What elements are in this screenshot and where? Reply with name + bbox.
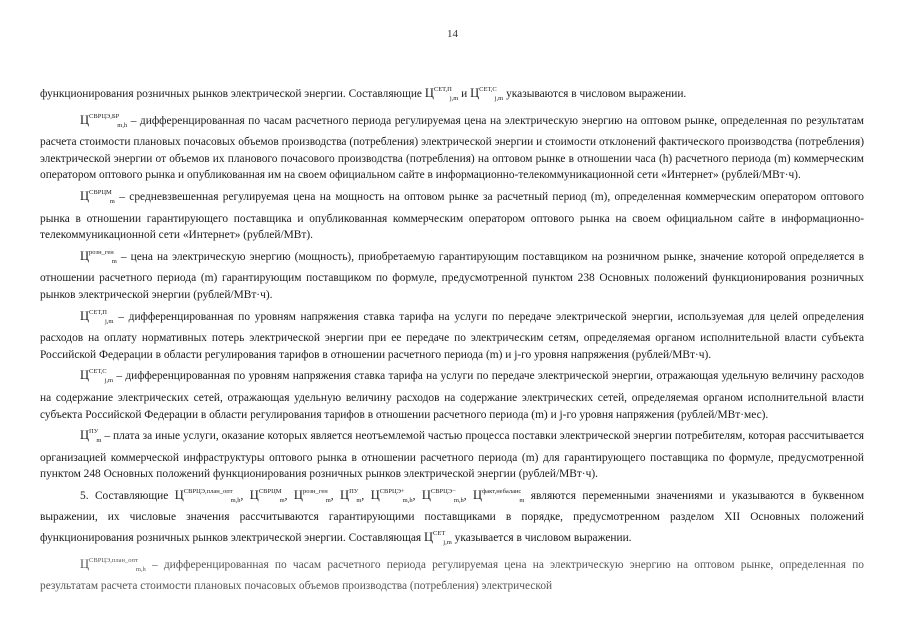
paragraph (40, 364, 864, 423)
symbol-letter: Ц (80, 188, 90, 203)
symbol-subscript: j,m (104, 377, 114, 385)
symbol-letter: Ц (473, 487, 483, 502)
symbol-subscript: m (109, 197, 115, 205)
symbol-letter: Ц (424, 86, 434, 100)
symbol-letter: Ц (80, 112, 90, 127)
text-run: – средневзвешенная регулируемая цена на мощность на оптовом рынке за расчетный период (m), определенная коммерческим оператором оптового рынка в отношении гарантирующего поставщика и опубликованная коммерческим оператором оптового рынка на своем официальном сайте в информационно-телекоммуникационной сети «Интернет» (рублей/МВт). (40, 190, 864, 242)
text-run: указывается в числовом выражении. (451, 532, 632, 545)
paragraph (40, 185, 864, 244)
symbol-superscript: СВРЦМ (89, 188, 112, 196)
symbol-letter: Ц (340, 487, 350, 502)
text-run: указываются в числовом выражении. (503, 88, 687, 100)
price-symbol (80, 557, 146, 571)
text-run: – цена на электрическую энергию (мощность), приобретаемую гарантирующим поставщиком на розничном рынке, значение которой определяется в отношении расчетного периода (m) гарантирующим поставщиком по формуле, предусмотренной пунктом 238 Основных положений функционирования розничных рынков электрической энергии (рублей/МВт·ч). (40, 250, 864, 301)
symbol-letter: Ц (370, 487, 380, 502)
symbol-superscript: СЕТ (433, 530, 446, 538)
text-run: – дифференцированная по уровням напряжения ставка тарифа на услуги по передаче электрической энергии, используемая для целей определения расходов на оплату нормативных потерь электрической энергии при ее передаче по электрическим сетям, определяемая органом исполнительной власти субъекта Российской Федерации в области регулирования тарифов в отношении расчетного периода (m) и j-го уровня напряжения (рублей/МВт·ч). (40, 310, 864, 361)
symbol-letter: Ц (423, 530, 434, 545)
text-run: – дифференцированная по уровням напряжения ставка тарифа на услуги по передаче электрической энергии, отражающая удельную величину расходов на содержание электрических сетей, отражающая удельную величину расходов на содержание электрических сетей, определяемая органом исполнительной власти субъекта Российской Федерации в области регулирования тарифов в отношении расчетного периода (m) и j-го уровня напряжения (рублей/МВт·мес). (40, 370, 864, 421)
symbol-letter: Ц (174, 487, 184, 502)
symbol-letter: Ц (80, 428, 90, 443)
text-run: 5. Составляющие (80, 489, 175, 502)
text-run: – плата за иные услуги, оказание которых является неотъемлемой частью процесса поставки электрической энергии потребителям, которая рассчитывается организацией коммерческой инфраструктуры оптового рынка в отношении расчетного периода (m) для гарантирующего поставщика по формуле, предусмотренной пунктом 248 Основных положений функционирования розничных рынков электрической энергии (рублей/МВт·ч). (40, 430, 864, 481)
text-run: , (284, 489, 294, 502)
text-run: – дифференцированная по часам расчетного периода регулируемая цена на электрическую энергию на оптовом рынке, определенная по результатам расчета стоимости плановых почасовых объемов производства (потребления) электрической энергии и стоимости отклонений фактического производства (потребления) электрической энергии от объемов их планового почасового производства (потребления) на оптовом рынке в отношении часа (h) расчетного периода (m) коммерческим оператором оптового рынка и опубликованная им на своем официальном сайте в информационно-телекоммуникационной сети «Интернет» (рублей/МВт·ч). (40, 114, 864, 182)
page-number: 14 (447, 28, 458, 40)
text-run: , (361, 489, 371, 502)
text-run: и (458, 88, 471, 100)
price-symbol (80, 249, 117, 263)
symbol-superscript: СВРЦЭ+ (379, 487, 405, 495)
price-symbol (470, 86, 503, 100)
symbol-superscript: ПУ (349, 487, 359, 495)
price-symbol (423, 530, 452, 547)
price-symbol (422, 488, 464, 502)
symbol-letter: Ц (80, 308, 90, 323)
symbol-subscript: j,m (443, 539, 452, 547)
symbol-subscript: j,m (449, 95, 459, 102)
symbol-subscript: j,m (494, 95, 504, 102)
price-symbol (294, 488, 331, 502)
symbol-subscript: m,h (117, 121, 128, 129)
price-symbol (175, 488, 241, 502)
symbol-subscript: j,m (104, 317, 114, 325)
symbol-superscript: СЕТ,С (89, 368, 107, 376)
symbol-superscript: СВРЦЭ− (430, 487, 456, 495)
symbol-letter: Ц (293, 487, 303, 502)
symbol-superscript: СЕТ,С (479, 86, 497, 93)
paragraph (40, 484, 864, 552)
price-symbol (80, 189, 115, 203)
text-run: , (240, 489, 250, 502)
text-run: , (330, 489, 341, 502)
symbol-subscript: m (519, 496, 525, 504)
price-symbol (425, 86, 458, 100)
paragraph (40, 245, 864, 304)
text-run: функционирования розничных рынков электрической энергии. Составляющие (40, 88, 425, 100)
symbol-superscript: СВРЦЭ,план_опт (183, 487, 233, 495)
symbol-superscript: ПУ (89, 428, 99, 436)
symbol-subscript: m,h (402, 496, 413, 504)
symbol-superscript: розн_ген (302, 487, 328, 495)
price-symbol (80, 368, 114, 385)
symbol-letter: Ц (80, 556, 90, 571)
text-run: , (463, 489, 474, 502)
symbol-subscript: m (356, 496, 362, 504)
symbol-superscript: розн_ген (89, 248, 114, 256)
symbol-subscript: m,h (135, 565, 146, 573)
paragraph (40, 109, 864, 184)
symbol-superscript: СЕТ,П (89, 308, 107, 316)
symbol-letter: Ц (470, 86, 480, 100)
text-run: , (412, 489, 422, 502)
price-symbol (80, 309, 113, 323)
symbol-letter: Ц (421, 487, 431, 502)
symbol-superscript: СВРЦЭ,БР (89, 112, 120, 120)
symbol-superscript: СВРЦМ (258, 487, 282, 495)
symbol-letter: Ц (249, 487, 259, 502)
price-symbol (371, 488, 413, 502)
paragraph (40, 424, 864, 483)
price-symbol (250, 488, 285, 502)
symbol-subscript: m (111, 257, 117, 265)
document-body (40, 82, 864, 596)
symbol-letter: Ц (80, 248, 90, 263)
symbol-superscript: СВРЦЭ,план_опт (89, 556, 138, 564)
paragraph (40, 553, 864, 595)
price-symbol (80, 113, 127, 127)
paragraph (40, 305, 864, 364)
price-symbol (80, 428, 102, 445)
symbol-superscript: СЕТ,П (433, 86, 452, 93)
price-symbol (473, 488, 524, 502)
text-run: – дифференцированная по часам расчетного периода регулируемая цена на электрическую энергию на оптовом рынке, определенная по результатам расчета стоимости плановых почасовых объемов производства (потребления) электрической (40, 558, 864, 593)
symbol-superscript: факт,небаланс (482, 487, 522, 495)
paragraph (40, 82, 864, 108)
symbol-subscript: m (325, 496, 331, 504)
symbol-letter: Ц (80, 368, 90, 383)
symbol-subscript: m (96, 437, 102, 445)
symbol-subscript: m,h (230, 496, 241, 504)
symbol-subscript: m (279, 496, 285, 504)
text-run: являются переменными значениями и указываются в буквенном выражении, их числовые значения рассчитываются гарантирующими поставщиками в порядке, предусмотренном разделом XII Основных положений функционирования розничных рынков электрической энергии. Составляющая (40, 489, 865, 545)
symbol-subscript: m,h (453, 496, 464, 504)
price-symbol (340, 488, 361, 502)
